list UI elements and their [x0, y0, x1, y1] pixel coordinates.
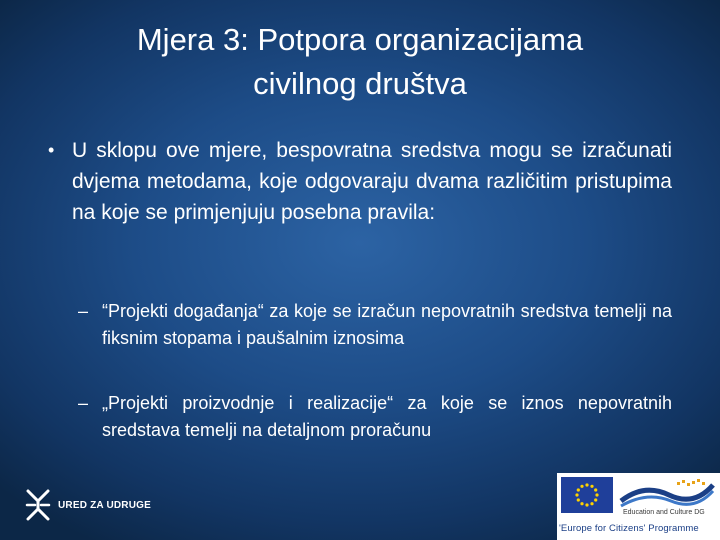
sub-item-text: “Projekti događanja“ za koje se izračun nepovratnih sredstva temelji na fiksnim stopama i paušalnim iznosima [102, 301, 672, 348]
sub-item-text: „Projekti proizvodnje i realizacije“ za koje se iznos nepovratnih sredstava temelji na detaljnom proračunu [102, 393, 672, 440]
dash-icon: – [78, 393, 89, 413]
main-bullet [48, 135, 672, 228]
slide-title-line-1: Mjera 3: Potpora organizacijama [136, 22, 584, 57]
slide-title-line-2: civilnog društva [253, 66, 467, 101]
eu-programme-logo [557, 473, 720, 540]
bullet-dot-icon: • [48, 140, 55, 160]
eu-dg-label: Education and Culture DG [623, 509, 705, 516]
slide-title [40, 18, 680, 106]
ured-za-udruge-icon [24, 487, 52, 523]
main-bullet-text: U sklopu ove mjere, bespovratna sredstva mogu se izračunati dvjema metodama, koje odgovaraju dvama različitim pristupima na koje se primjenjuju posebna pravila: [72, 139, 672, 224]
ured-za-udruge-logo [24, 487, 151, 523]
eu-flag-icon [561, 477, 613, 513]
eu-programme-label: 'Europe for Citizens' Programme [559, 523, 699, 534]
left-logo-text: URED ZA UDRUGE [58, 499, 151, 511]
programme-wave-icon [619, 479, 715, 509]
sub-item-production [78, 390, 672, 444]
sub-item-events [78, 298, 672, 352]
dash-icon: – [78, 301, 89, 321]
